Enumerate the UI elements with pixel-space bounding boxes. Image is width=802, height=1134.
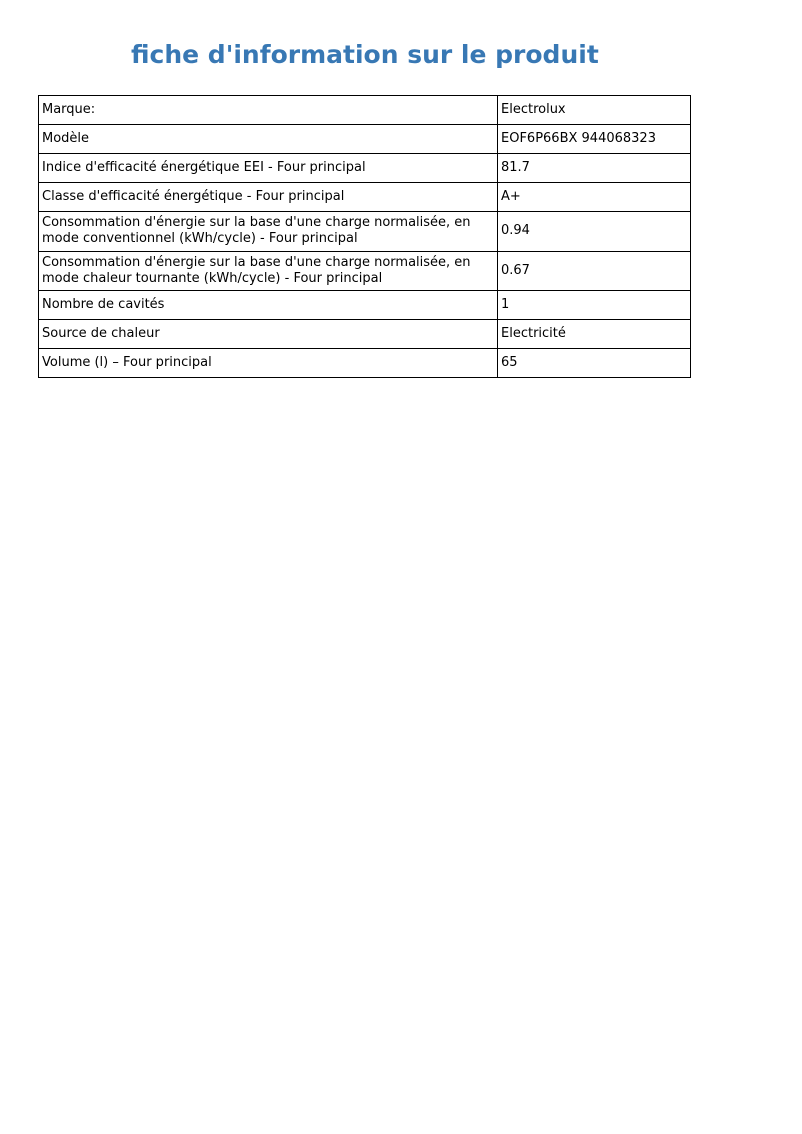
table-row xyxy=(39,183,691,212)
row-value: Electrolux xyxy=(498,96,691,125)
row-value: EOF6P66BX 944068323 xyxy=(498,125,691,154)
product-info-table xyxy=(38,95,691,378)
row-label: Nombre de cavités xyxy=(39,291,498,320)
row-label: Consommation d'énergie sur la base d'une charge normalisée, en mode chaleur tournante (kWh/cycle) - Four principal xyxy=(39,251,498,291)
row-label: Classe d'efficacité énergétique - Four principal xyxy=(39,183,498,212)
table-row xyxy=(39,212,691,252)
row-value: 1 xyxy=(498,291,691,320)
row-value: 81.7 xyxy=(498,154,691,183)
table-row xyxy=(39,251,691,291)
row-label: Consommation d'énergie sur la base d'une charge normalisée, en mode conventionnel (kWh/cycle) - Four principal xyxy=(39,212,498,252)
row-label: Marque: xyxy=(39,96,498,125)
table-row xyxy=(39,349,691,378)
table-row xyxy=(39,291,691,320)
row-value: A+ xyxy=(498,183,691,212)
row-label: Indice d'efficacité énergétique EEI - Four principal xyxy=(39,154,498,183)
row-label: Volume (l) – Four principal xyxy=(39,349,498,378)
row-value: 0.67 xyxy=(498,251,691,291)
row-value: Electricité xyxy=(498,320,691,349)
table-row xyxy=(39,125,691,154)
row-value: 65 xyxy=(498,349,691,378)
row-value: 0.94 xyxy=(498,212,691,252)
table-row xyxy=(39,96,691,125)
row-label: Modèle xyxy=(39,125,498,154)
page-title: fiche d'information sur le produit xyxy=(131,40,599,69)
row-label: Source de chaleur xyxy=(39,320,498,349)
table-row xyxy=(39,154,691,183)
table-row xyxy=(39,320,691,349)
